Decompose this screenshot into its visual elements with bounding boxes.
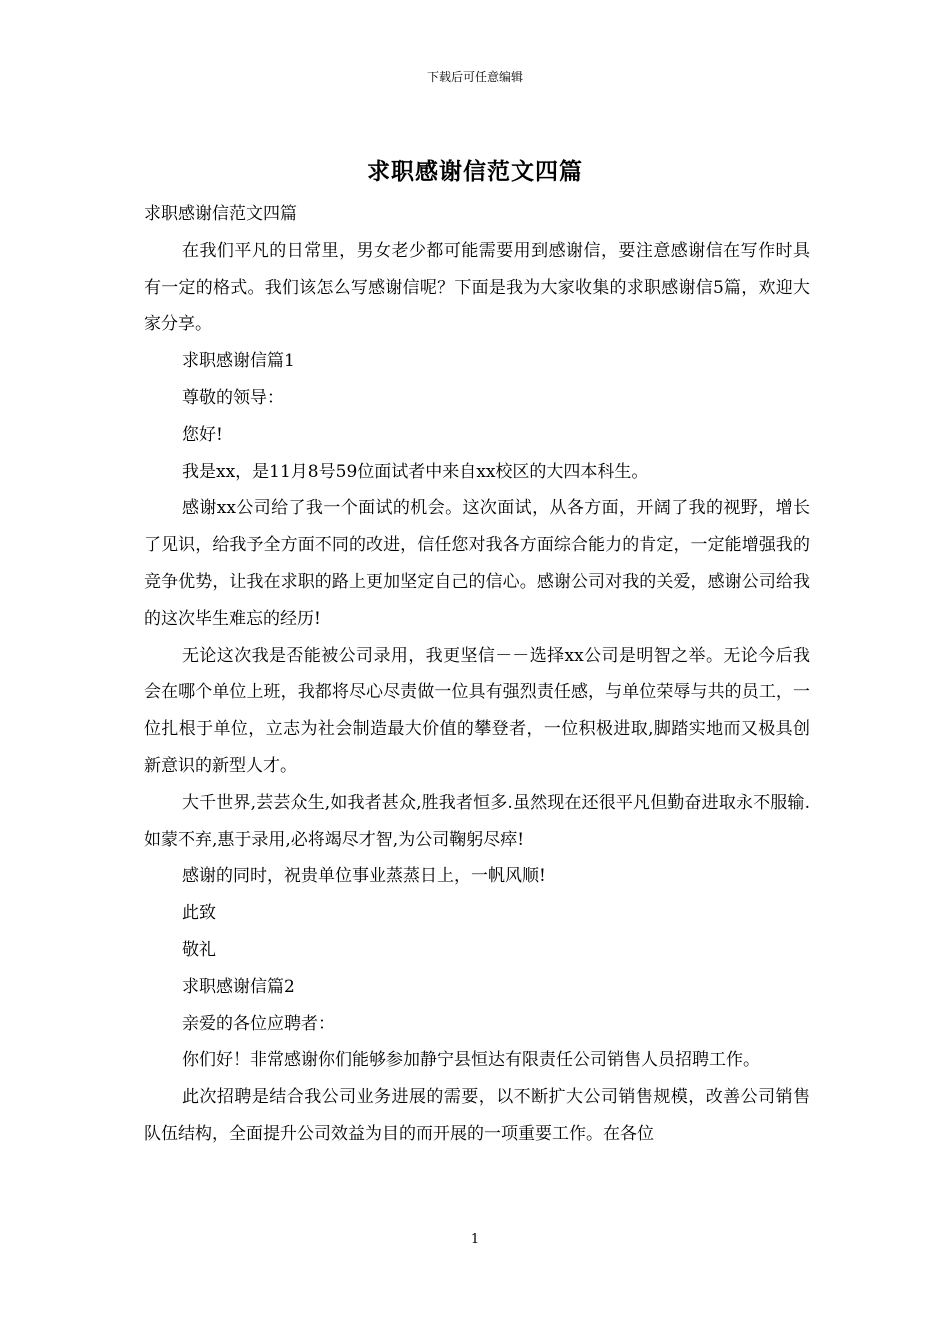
- closing-paragraph: 敬礼: [182, 939, 216, 960]
- salutation-paragraph: 亲爱的各位应聘者：: [182, 1013, 335, 1034]
- salutation-paragraph: 尊敬的领导：: [182, 387, 284, 408]
- document-body: [144, 196, 810, 1153]
- body-paragraph: 你们好！非常感谢你们能够参加静宁县恒达有限责任公司销售人员招聘工作。: [182, 1050, 760, 1071]
- body-paragraph: 我是xx，是11月8号59位面试者中来自xx校区的大四本科生。: [182, 461, 649, 482]
- subtitle-paragraph: 求职感谢信范文四篇: [144, 204, 297, 224]
- page-number: 1: [470, 1232, 480, 1247]
- greeting-paragraph: 您好!: [182, 424, 223, 445]
- header-note: 下载后可任意编辑: [426, 70, 523, 84]
- section-heading-2: 求职感谢信篇2: [182, 976, 295, 997]
- closing-paragraph: 此致: [182, 903, 216, 924]
- body-paragraph: 大千世界,芸芸众生,如我者甚众,胜我者恒多.虽然现在还很平凡但勤奋进取永不服输.如蒙不弃,惠于录用,必将竭尽才智,为公司鞠躬尽瘁!: [144, 792, 810, 850]
- intro-paragraph: 在我们平凡的日常里，男女老少都可能需要用到感谢信，要注意感谢信在写作时具有一定的格式。我们该怎么写感谢信呢？下面是我为大家收集的求职感谢信5篇，欢迎大家分享。: [144, 240, 810, 335]
- body-paragraph: 感谢的同时，祝贵单位事业蒸蒸日上，一帆风顺!: [182, 866, 546, 887]
- body-paragraph: 无论这次我是否能被公司录用，我更坚信－－选择xx公司是明智之举。无论今后我会在哪个单位上班，我都将尽心尽责做一位具有强烈责任感，与单位荣辱与共的员工，一位扎根于单位，立志为社会制造最大价值的攀登者，一位积极进取,脚踏实地而又极具创新意识的新型人才。: [144, 645, 810, 776]
- body-paragraph: 感谢xx公司给了我一个面试的机会。这次面试，从各方面，开阔了我的视野，增长了见识，给我予全方面不同的改进，信任您对我各方面综合能力的肯定，一定能增强我的竞争优势，让我在求职的路上更加坚定自己的信心。感谢公司对我的关爱，感谢公司给我的这次毕生难忘的经历!: [144, 498, 810, 629]
- section-heading-1: 求职感谢信篇1: [182, 351, 295, 372]
- body-paragraph: 此次招聘是结合我公司业务进展的需要，以不断扩大公司销售规模，改善公司销售队伍结构，全面提升公司效益为目的而开展的一项重要工作。在各位: [144, 1087, 810, 1144]
- document-title: 求职感谢信范文四篇: [367, 158, 583, 185]
